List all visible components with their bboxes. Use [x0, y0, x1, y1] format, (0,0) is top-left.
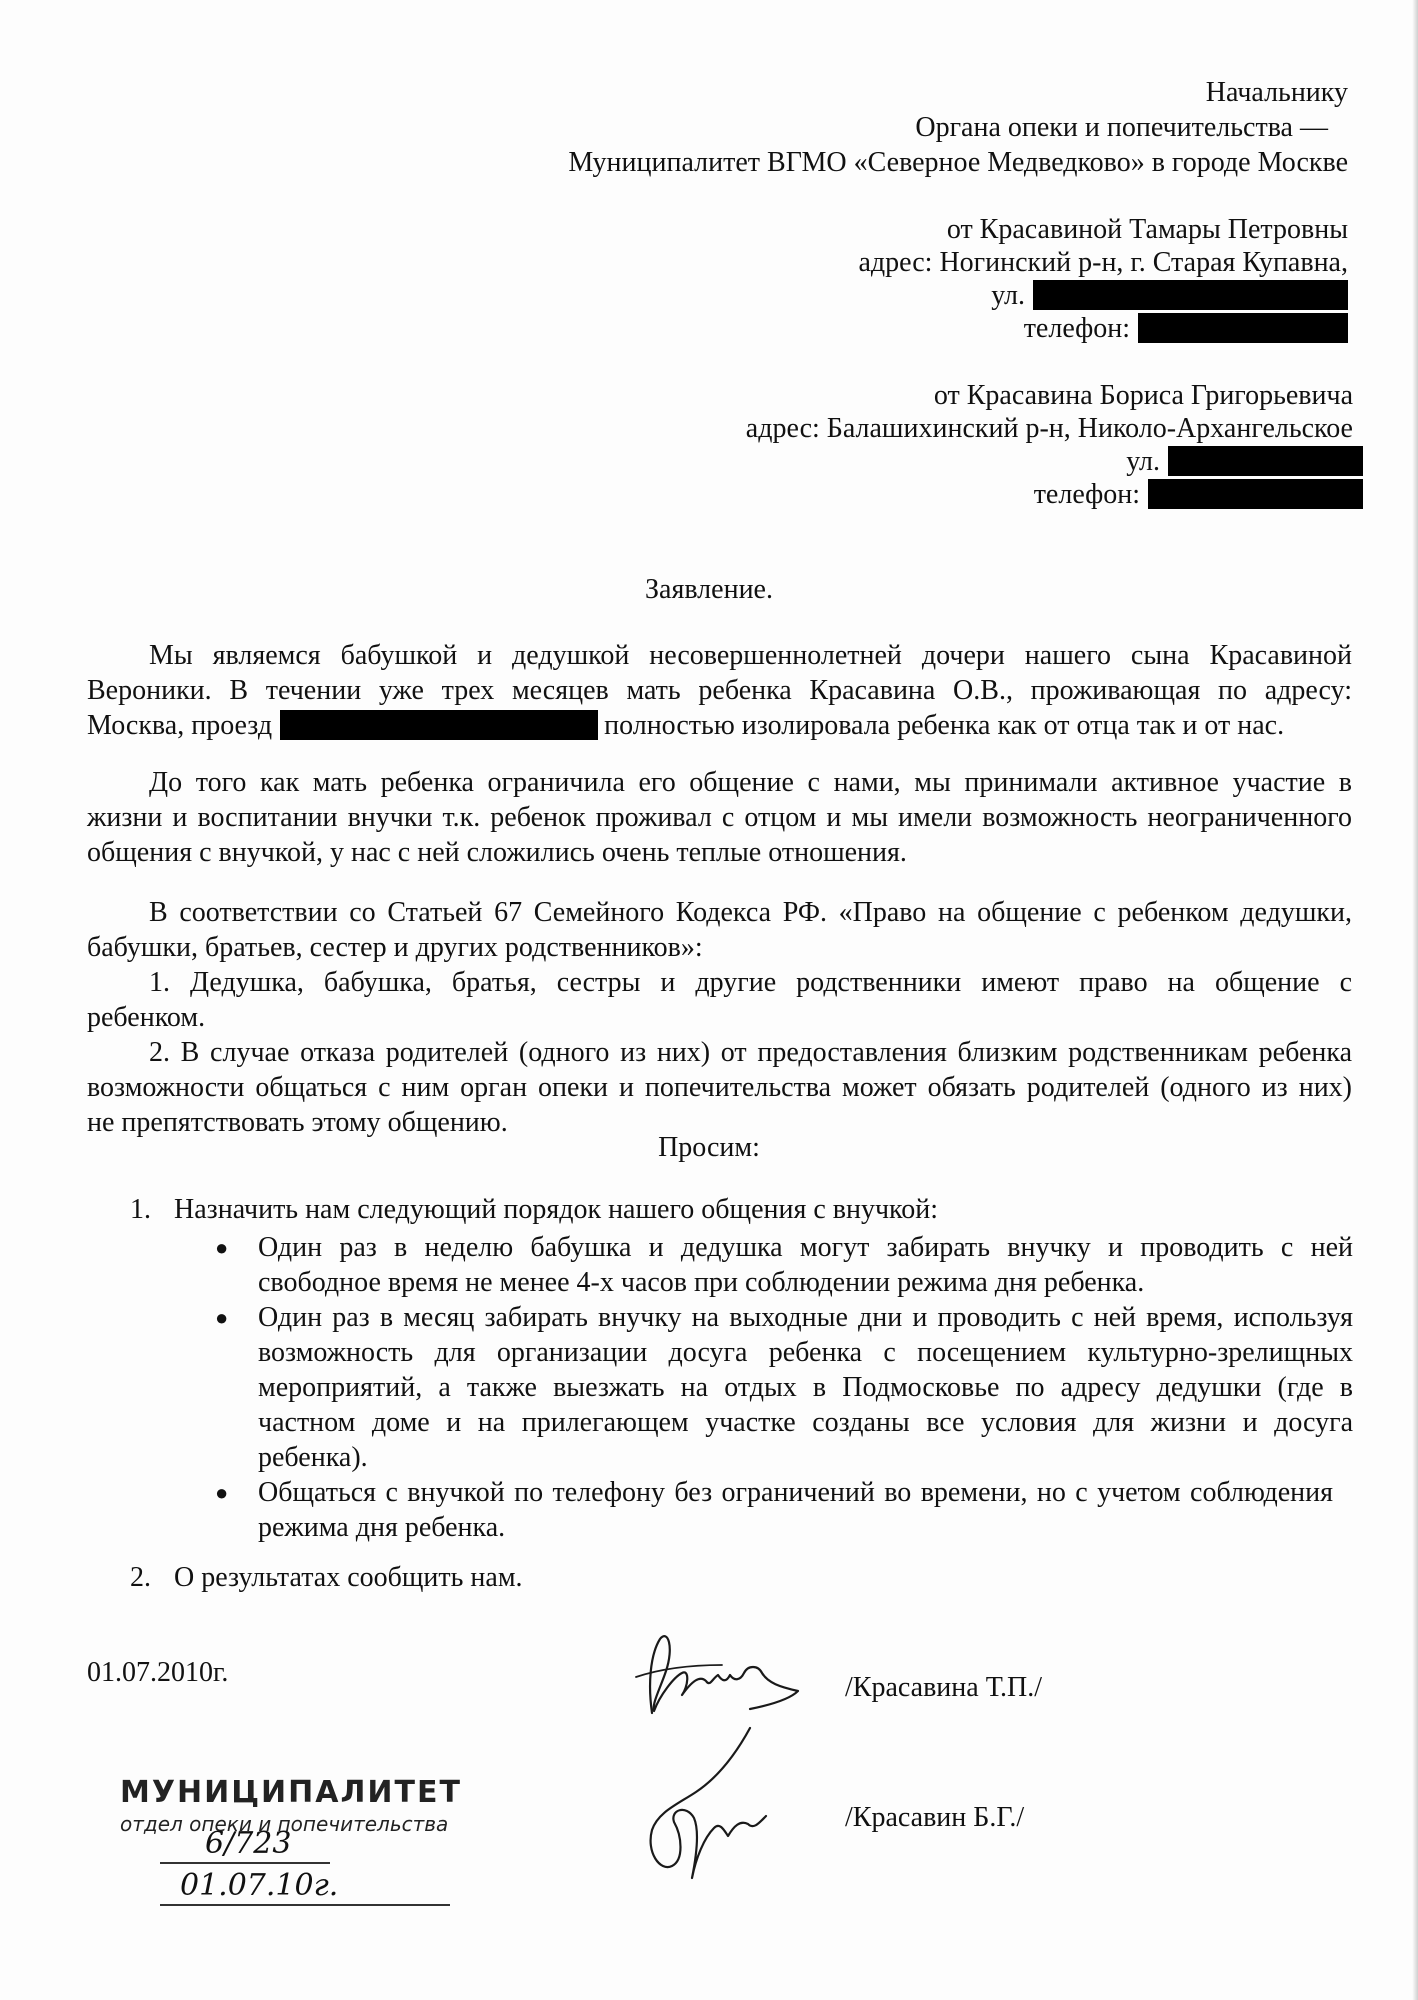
stamp-subtitle: отдел опеки и попечительства: [120, 1812, 449, 1836]
bullet-line: Один раз в неделю бабушка и дедушка могут забирать внучку и проводить с ней: [258, 1232, 1353, 1263]
bullet-icon: ●: [215, 1305, 229, 1330]
addressee-line-3: Муниципалитет ВГМО «Северное Медведково» в городе Москве: [568, 147, 1348, 178]
paragraph-line: [87, 708, 1352, 743]
redaction-block: [280, 710, 598, 740]
paragraph-line: жизни и воспитании внучки т.к. ребенок проживал с отцом и мы имели возможность неограниченного: [87, 802, 1352, 833]
stamp-title: МУНИЦИПАЛИТЕТ: [120, 1775, 462, 1810]
applicant2-street: [1126, 444, 1363, 479]
bullet-line: ребенка).: [258, 1442, 368, 1473]
applicant1-phone: [1024, 311, 1348, 346]
bullet-icon: ●: [215, 1235, 229, 1260]
signature-1-icon: [630, 1625, 815, 1735]
addressee-line-1: Начальнику: [1205, 77, 1348, 108]
paragraph-fragment: Москва, проезд: [87, 710, 273, 741]
bullet-line: возможность для организации досуга ребенка с посещением культурно-зрелищных: [258, 1337, 1353, 1368]
paragraph-line: бабушки, братьев, сестер и других родственников»:: [87, 932, 703, 963]
bullet-line: мероприятий, а также выезжать на отдых в Подмосковье по адресу дедушки (где в: [258, 1372, 1353, 1403]
bullet-line: Общаться с внучкой по телефону без ограничений во времени, но с учетом соблюдения: [258, 1477, 1333, 1508]
bullet-line: Один раз в месяц забирать внучку на выходные дни и проводить с ней время, используя: [258, 1302, 1353, 1333]
paragraph-2: [87, 765, 1352, 870]
scan-edge: [1412, 0, 1418, 2000]
paragraph-line: возможности общаться с ним орган опеки и попечительства может обязать родителей (одного из них): [87, 1072, 1352, 1103]
bullet-line: режима дня ребенка.: [258, 1512, 506, 1543]
document-title: Заявление.: [645, 574, 773, 605]
redaction-block: [1148, 479, 1363, 509]
request-number-1: 1.: [130, 1194, 151, 1225]
applicant1-address: адрес: Ногинский р-н, г. Старая Купавна,: [858, 247, 1348, 278]
paragraph-line: ребенком.: [87, 1002, 206, 1033]
bullet-icon: ●: [215, 1480, 229, 1505]
applicant1-street-label: ул.: [991, 280, 1025, 311]
paragraph-1: [87, 638, 1352, 743]
request-text-1: Назначить нам следующий порядок нашего общения с внучкой:: [174, 1194, 938, 1225]
applicant2-phone-label: телефон:: [1033, 479, 1140, 510]
paragraph-line: 2. В случае отказа родителей (одного из них) от предоставления близким родственникам ребенка: [149, 1037, 1352, 1068]
signature-name-1: /Красавина Т.П./: [845, 1672, 1042, 1703]
paragraph-3: [87, 895, 1352, 1140]
paragraph-line: 1. Дедушка, бабушка, братья, сестры и другие родственники имеют право на общение с: [149, 967, 1352, 998]
document-date: 01.07.2010г.: [87, 1657, 229, 1688]
applicant1-name: от Красавиной Тамары Петровны: [946, 214, 1348, 245]
paragraph-line: В соответствии со Статьей 67 Семейного Кодекса РФ. «Право на общение с ребенком дедушки,: [149, 897, 1352, 928]
applicant2-address: адрес: Балашихинский р-н, Николо-Архангельское: [745, 413, 1353, 444]
stamp-divider: [160, 1904, 450, 1906]
redaction-block: [1033, 280, 1348, 310]
stamp-date: 01.07.10г.: [180, 1868, 339, 1903]
redaction-block: [1168, 446, 1363, 476]
applicant2-street-label: ул.: [1126, 446, 1160, 477]
signature-2-icon: [630, 1720, 815, 1900]
bullet-item-3: [258, 1475, 1333, 1545]
signature-name-2: /Красавин Б.Г./: [845, 1802, 1025, 1833]
paragraph-fragment: полностью изолировала ребенка как от отца так и от нас.: [604, 710, 1285, 741]
stamp-number: 6/723: [205, 1826, 292, 1861]
addressee-line-2: Органа опеки и попечительства —: [915, 112, 1328, 143]
applicant2-name: от Красавина Бориса Григорьевича: [933, 380, 1353, 411]
bullet-line: частном доме и на прилегающем участке созданы все условия для жизни и досуга: [258, 1407, 1353, 1438]
paragraph-line: Вероники. В течении уже трех месяцев мать ребенка Красавина О.В., проживающая по адресу:: [87, 675, 1352, 706]
bullet-item-1: [258, 1230, 1353, 1300]
applicant2-phone: [1034, 477, 1363, 512]
stamp-divider: [160, 1862, 330, 1864]
request-text-2: О результатах сообщить нам.: [174, 1562, 523, 1593]
paragraph-line: не препятствовать этому общению.: [87, 1107, 508, 1138]
request-number-2: 2.: [130, 1562, 151, 1593]
bullet-item-2: [258, 1300, 1353, 1475]
redaction-block: [1138, 313, 1348, 343]
bullet-line: свободное время не менее 4-х часов при соблюдении режима дня ребенка.: [258, 1267, 1145, 1298]
paragraph-line: общения с внучкой, у нас с ней сложились очень теплые отношения.: [87, 837, 907, 868]
applicant1-street: [991, 278, 1348, 313]
applicant1-phone-label: телефон:: [1023, 313, 1130, 344]
paragraph-line: Мы являемся бабушкой и дедушкой несовершеннолетней дочери нашего сына Красавиной: [149, 640, 1352, 671]
paragraph-line: До того как мать ребенка ограничила его общение с нами, мы принимали активное участие в: [149, 767, 1352, 798]
request-heading: Просим:: [658, 1132, 760, 1163]
